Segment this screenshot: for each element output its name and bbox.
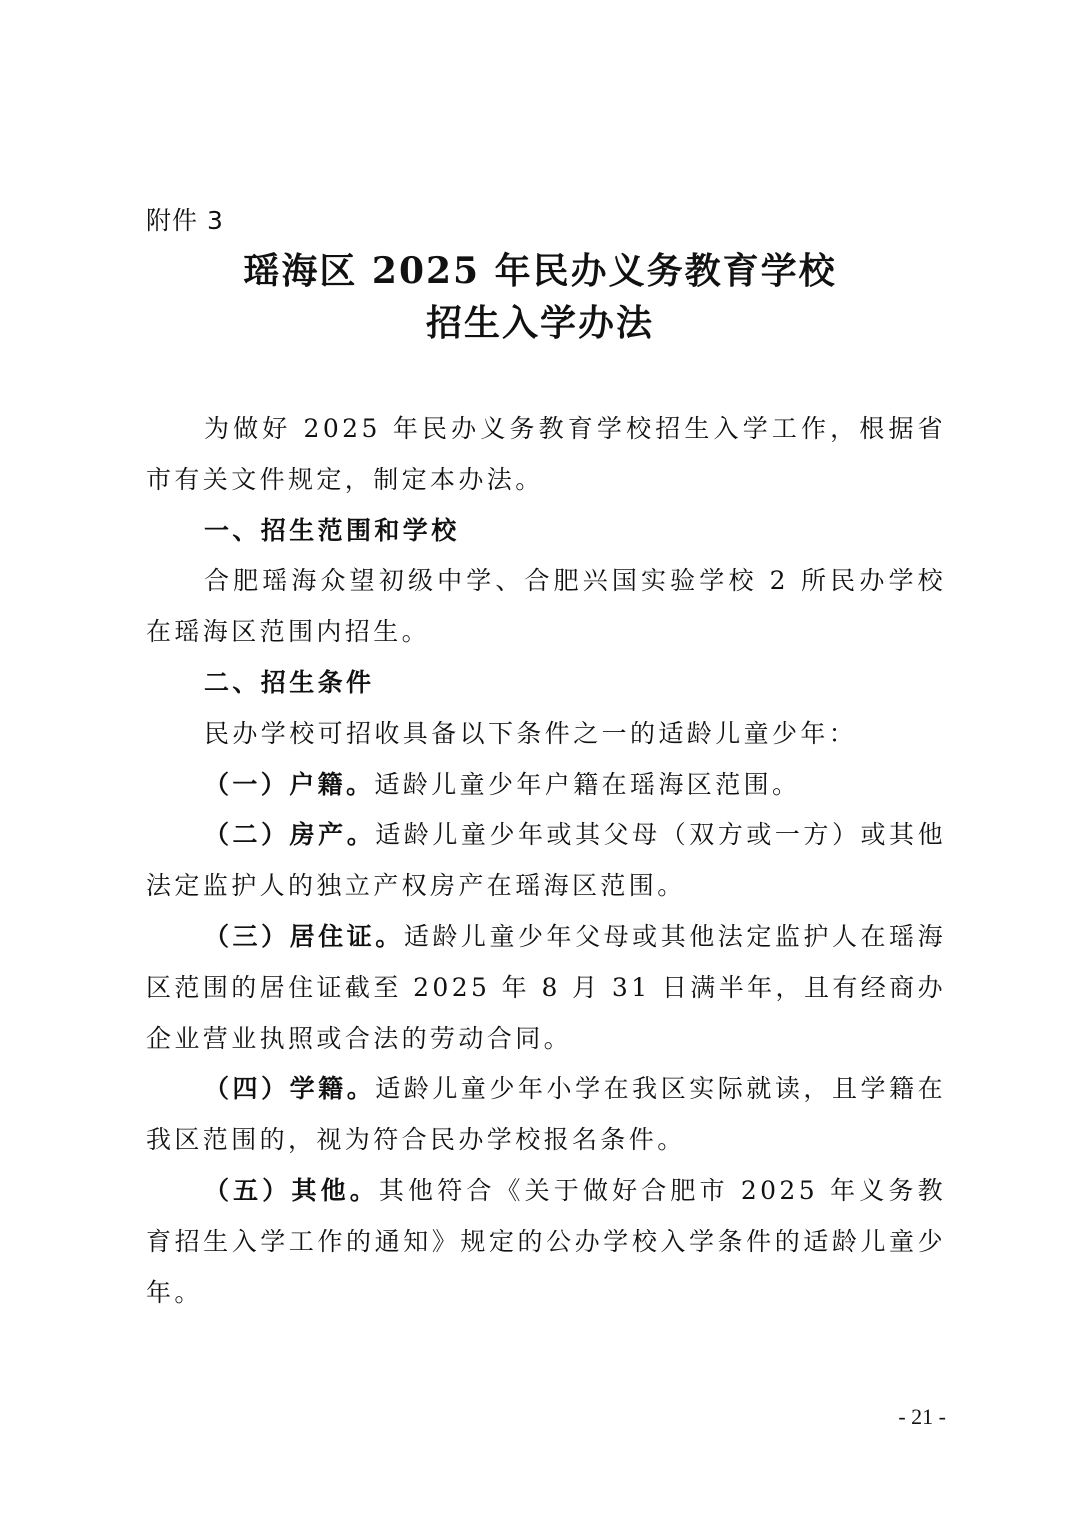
condition-lead: （四）学籍。 <box>204 1074 376 1104</box>
condition-text: 其他符合《关于做好合肥市 2025 年义务教育招生入学工作的通知》规定的公办学校入学条件的适龄儿童少年。 <box>146 1175 946 1307</box>
page-number: - 21 - <box>898 1404 946 1429</box>
condition-text: 适龄儿童少年小学在我区实际就读，且学籍在我区范围的，视为符合民办学校报名条件。 <box>146 1074 946 1155</box>
condition-student-status <box>146 1064 946 1166</box>
condition-household <box>146 760 946 811</box>
attachment-label: 附件 3 <box>146 206 224 235</box>
condition-text: 适龄儿童少年户籍在瑶海区范围。 <box>374 769 801 799</box>
condition-property <box>146 810 946 912</box>
document-body <box>146 404 946 1318</box>
section-scope-paragraph: 合肥瑶海众望初级中学、合肥兴国实验学校 2 所民办学校在瑶海区范围内招生。 <box>146 566 946 647</box>
condition-other <box>146 1166 946 1318</box>
condition-lead: （五）其他。 <box>204 1175 379 1205</box>
conditions-intro-paragraph: 民办学校可招收具备以下条件之一的适龄儿童少年： <box>204 718 858 748</box>
condition-lead: （一）户籍。 <box>204 769 375 799</box>
section-heading-scope: 一、招生范围和学校 <box>204 515 460 545</box>
condition-text: 适龄儿童少年父母或其他法定监护人在瑶海区范围的居住证截至 2025 年 8 月 31 日满半年，且有经商办企业营业执照或合法的劳动合同。 <box>146 921 946 1053</box>
section-heading-conditions: 二、招生条件 <box>204 667 375 697</box>
condition-residence-permit <box>146 912 946 1064</box>
condition-text: 适龄儿童少年或其父母（双方或一方）或其他法定监护人的独立产权房产在瑶海区范围。 <box>146 820 946 901</box>
document-title-line-2: 招生入学办法 <box>425 302 654 344</box>
condition-lead: （三）居住证。 <box>204 921 404 951</box>
intro-paragraph: 为做好 2025 年民办义务教育学校招生入学工作，根据省市有关文件规定，制定本办法。 <box>146 414 946 494</box>
condition-lead: （二）房产。 <box>204 820 376 850</box>
document-title-line-1: 瑶海区 2025 年民办义务教育学校 <box>243 250 837 292</box>
